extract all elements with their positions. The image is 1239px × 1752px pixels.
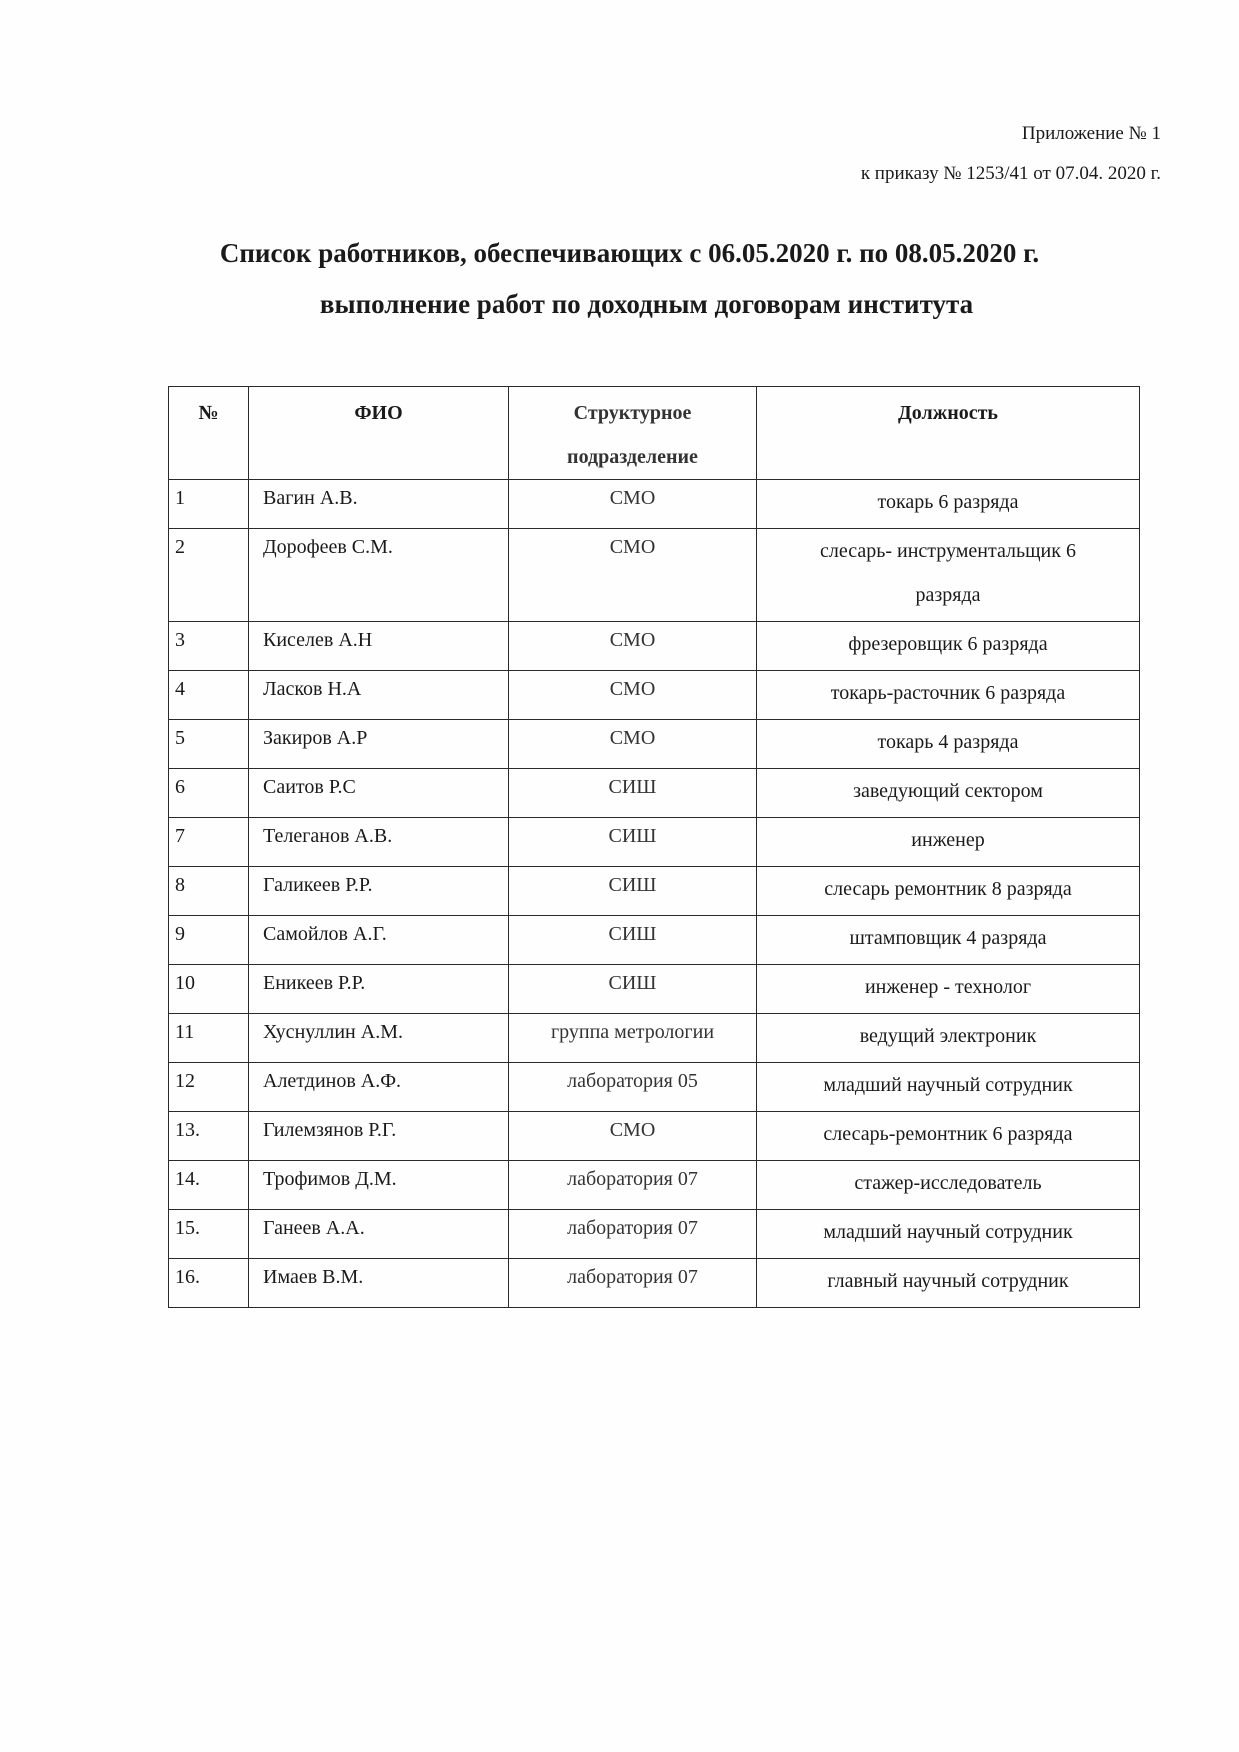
- row-fio: Имаев В.М.: [249, 1259, 509, 1308]
- table-row: [169, 480, 1140, 529]
- row-num: 6: [169, 769, 249, 818]
- row-num: 3: [169, 622, 249, 671]
- row-fio: Самойлов А.Г.: [249, 916, 509, 965]
- table-row: [169, 1161, 1140, 1210]
- row-dept: группа метрологии: [509, 1014, 757, 1063]
- row-num: 8: [169, 867, 249, 916]
- row-fio: Галикеев Р.Р.: [249, 867, 509, 916]
- row-position: младший научный сотрудник: [757, 1063, 1140, 1112]
- row-fio: Хуснуллин А.М.: [249, 1014, 509, 1063]
- row-num: 13.: [169, 1112, 249, 1161]
- table-row: [169, 671, 1140, 720]
- row-fio: Еникеев Р.Р.: [249, 965, 509, 1014]
- row-position: младший научный сотрудник: [757, 1210, 1140, 1259]
- row-dept: СИШ: [509, 916, 757, 965]
- table-row: [169, 1014, 1140, 1063]
- row-dept: лаборатория 07: [509, 1161, 757, 1210]
- employee-table: [168, 386, 1140, 1308]
- row-dept: СМО: [509, 529, 757, 622]
- row-dept: СМО: [509, 622, 757, 671]
- row-dept: СИШ: [509, 818, 757, 867]
- column-header-dept: [509, 387, 757, 480]
- table-row: [169, 1210, 1140, 1259]
- row-position: ведущий электроник: [757, 1014, 1140, 1063]
- document-title-line2: выполнение работ по доходным договорам института: [319, 289, 974, 319]
- row-num: 12: [169, 1063, 249, 1112]
- row-position: инженер - технолог: [757, 965, 1140, 1014]
- row-dept: СМО: [509, 1112, 757, 1161]
- table-row: [169, 622, 1140, 671]
- row-fio: Саитов Р.С: [249, 769, 509, 818]
- row-position: штамповщик 4 разряда: [757, 916, 1140, 965]
- row-dept: СМО: [509, 671, 757, 720]
- row-position: главный научный сотрудник: [757, 1259, 1140, 1308]
- table-header-row: [169, 387, 1140, 480]
- table-row: [169, 1259, 1140, 1308]
- row-num: 15.: [169, 1210, 249, 1259]
- column-header-dept-line1: Структурное: [573, 402, 692, 424]
- row-fio: Вагин А.В.: [249, 480, 509, 529]
- row-fio: Гилемзянов Р.Г.: [249, 1112, 509, 1161]
- table-row: [169, 965, 1140, 1014]
- order-reference: к приказу № 1253/41 от 07.04. 2020 г.: [860, 163, 1161, 184]
- row-fio: Киселев А.Н: [249, 622, 509, 671]
- row-fio: Телеганов А.В.: [249, 818, 509, 867]
- column-header-fio: ФИО: [249, 387, 509, 480]
- row-dept: лаборатория 05: [509, 1063, 757, 1112]
- row-position: [757, 529, 1140, 622]
- row-position: токарь 4 разряда: [757, 720, 1140, 769]
- row-position: фрезеровщик 6 разряда: [757, 622, 1140, 671]
- row-fio: Ласков Н.А: [249, 671, 509, 720]
- row-dept: лаборатория 07: [509, 1210, 757, 1259]
- row-num: 1: [169, 480, 249, 529]
- row-num: 11: [169, 1014, 249, 1063]
- row-dept: СИШ: [509, 965, 757, 1014]
- row-dept: лаборатория 07: [509, 1259, 757, 1308]
- row-num: 4: [169, 671, 249, 720]
- row-num: 2: [169, 529, 249, 622]
- appendix-label: Приложение № 1: [1021, 123, 1161, 144]
- row-fio: Трофимов Д.М.: [249, 1161, 509, 1210]
- row-position: токарь-расточник 6 разряда: [757, 671, 1140, 720]
- row-position: токарь 6 разряда: [757, 480, 1140, 529]
- row-num: 14.: [169, 1161, 249, 1210]
- row-position: инженер: [757, 818, 1140, 867]
- row-position: слесарь ремонтник 8 разряда: [757, 867, 1140, 916]
- row-position-line2: разряда: [915, 584, 981, 606]
- row-num: 10: [169, 965, 249, 1014]
- table-row: [169, 818, 1140, 867]
- row-dept: СМО: [509, 480, 757, 529]
- row-num: 9: [169, 916, 249, 965]
- row-position-line1: слесарь- инструментальщик 6: [820, 540, 1076, 562]
- column-header-num: №: [169, 387, 249, 480]
- row-fio: Ганеев А.А.: [249, 1210, 509, 1259]
- row-fio: Закиров А.Р: [249, 720, 509, 769]
- row-position: слесарь-ремонтник 6 разряда: [757, 1112, 1140, 1161]
- row-num: 5: [169, 720, 249, 769]
- table-row: [169, 1063, 1140, 1112]
- row-dept: СИШ: [509, 867, 757, 916]
- table-row: [169, 720, 1140, 769]
- column-header-dept-line2: подразделение: [567, 446, 698, 468]
- row-position: стажер-исследователь: [757, 1161, 1140, 1210]
- row-dept: СМО: [509, 720, 757, 769]
- row-dept: СИШ: [509, 769, 757, 818]
- column-header-position: Должность: [757, 387, 1140, 480]
- table-row: [169, 1112, 1140, 1161]
- row-fio: Алетдинов А.Ф.: [249, 1063, 509, 1112]
- row-fio: Дорофеев С.М.: [249, 529, 509, 622]
- row-num: 7: [169, 818, 249, 867]
- table-row: [169, 916, 1140, 965]
- document-title-line1: Список работников, обеспечивающих с 06.05.2020 г. по 08.05.2020 г.: [219, 238, 1040, 268]
- row-position: заведующий сектором: [757, 769, 1140, 818]
- table-row: [169, 769, 1140, 818]
- table-row: [169, 867, 1140, 916]
- table-row: [169, 529, 1140, 622]
- row-num: 16.: [169, 1259, 249, 1308]
